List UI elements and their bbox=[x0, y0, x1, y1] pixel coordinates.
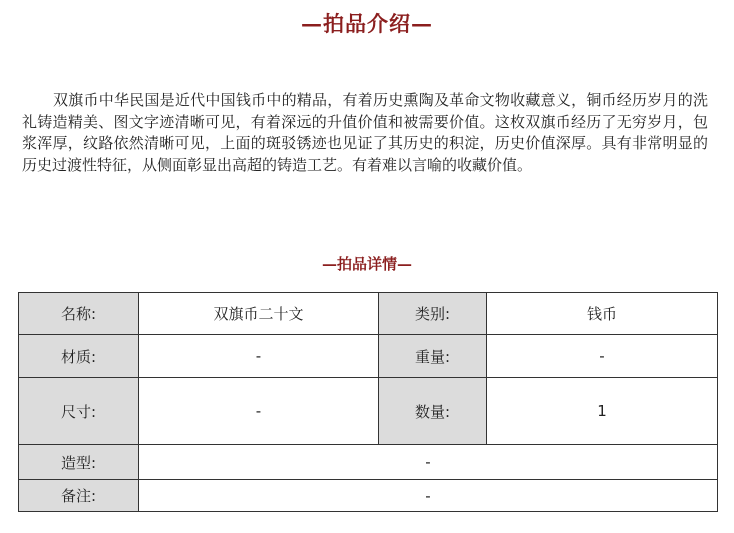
table-row bbox=[19, 378, 718, 445]
table-row bbox=[19, 480, 718, 512]
details-title: —拍品详情— bbox=[321, 255, 412, 273]
details-table bbox=[18, 292, 718, 512]
size-value: - bbox=[139, 378, 379, 445]
shape-value: - bbox=[139, 445, 718, 480]
weight-value: - bbox=[487, 335, 718, 378]
name-value: 双旗币二十文 bbox=[139, 293, 379, 335]
page-title: —拍品介绍— bbox=[301, 11, 433, 36]
shape-label: 造型: bbox=[19, 445, 139, 480]
item-introduction: 双旗币中华民国是近代中国钱币中的精品，有着历史熏陶及革命文物收藏意义，铜币经历岁月的洗礼铸造精美、图文字迹清晰可见，有着深远的升值价值和被需要价值。这枚双旗币经历了无穷岁月，包浆浑厚，纹路依然清晰可见，上面的斑驳锈迹也见证了其历史的积淀，历史价值深厚。具有非常明显的历史过渡性特征，从侧面彰显出高超的铸造工艺。有着难以言喻的收藏价值。 bbox=[22, 91, 708, 174]
table-row bbox=[19, 335, 718, 378]
material-label: 材质: bbox=[19, 335, 139, 378]
quantity-value: 1 bbox=[487, 378, 718, 445]
size-label: 尺寸: bbox=[19, 378, 139, 445]
remark-value: - bbox=[139, 480, 718, 512]
name-label: 名称: bbox=[19, 293, 139, 335]
remark-label: 备注: bbox=[19, 480, 139, 512]
table-row bbox=[19, 293, 718, 335]
material-value: - bbox=[139, 335, 379, 378]
category-value: 钱币 bbox=[487, 293, 718, 335]
weight-label: 重量: bbox=[379, 335, 487, 378]
category-label: 类别: bbox=[379, 293, 487, 335]
table-row bbox=[19, 445, 718, 480]
quantity-label: 数量: bbox=[379, 378, 487, 445]
